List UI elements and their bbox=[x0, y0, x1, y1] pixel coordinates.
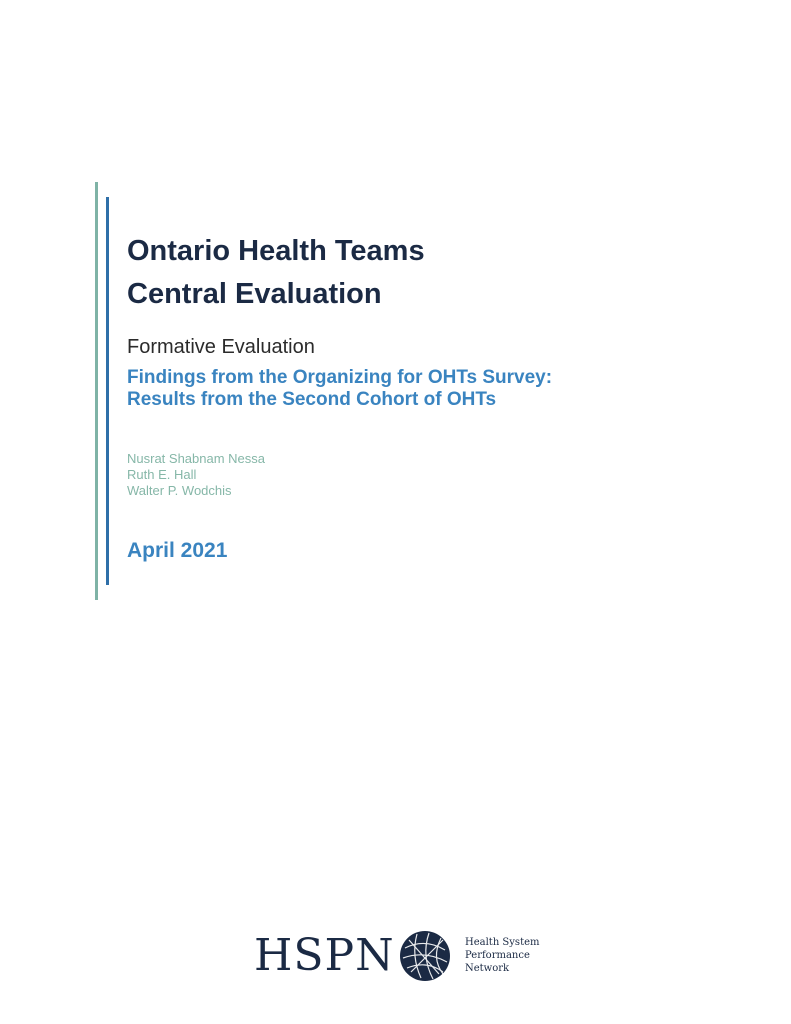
findings-heading bbox=[127, 367, 552, 411]
author-list bbox=[127, 451, 265, 499]
report-subtitle: Formative Evaluation bbox=[127, 336, 315, 358]
accent-bar-outer bbox=[95, 182, 98, 600]
hspn-logo bbox=[254, 928, 554, 984]
logo-org-name bbox=[465, 936, 540, 975]
author-name: Walter P. Wodchis bbox=[127, 483, 232, 498]
accent-bar-inner bbox=[106, 197, 109, 585]
report-title bbox=[127, 230, 425, 316]
title-line-2: Central Evaluation bbox=[127, 278, 382, 310]
logo-org-line: Health System bbox=[465, 937, 540, 948]
author-name: Ruth E. Hall bbox=[127, 467, 197, 482]
title-line-1: Ontario Health Teams bbox=[127, 235, 425, 267]
logo-org-line: Network bbox=[465, 963, 510, 974]
findings-line-2: Results from the Second Cohort of OHTs bbox=[127, 389, 497, 410]
logo-wordmark: HSPN bbox=[254, 930, 395, 981]
logo-org-line: Performance bbox=[465, 950, 530, 961]
findings-line-1: Findings from the Organizing for OHTs Survey: bbox=[127, 367, 553, 388]
globe-icon bbox=[399, 930, 451, 982]
author-name: Nusrat Shabnam Nessa bbox=[127, 451, 266, 466]
publication-date: April 2021 bbox=[127, 539, 228, 562]
